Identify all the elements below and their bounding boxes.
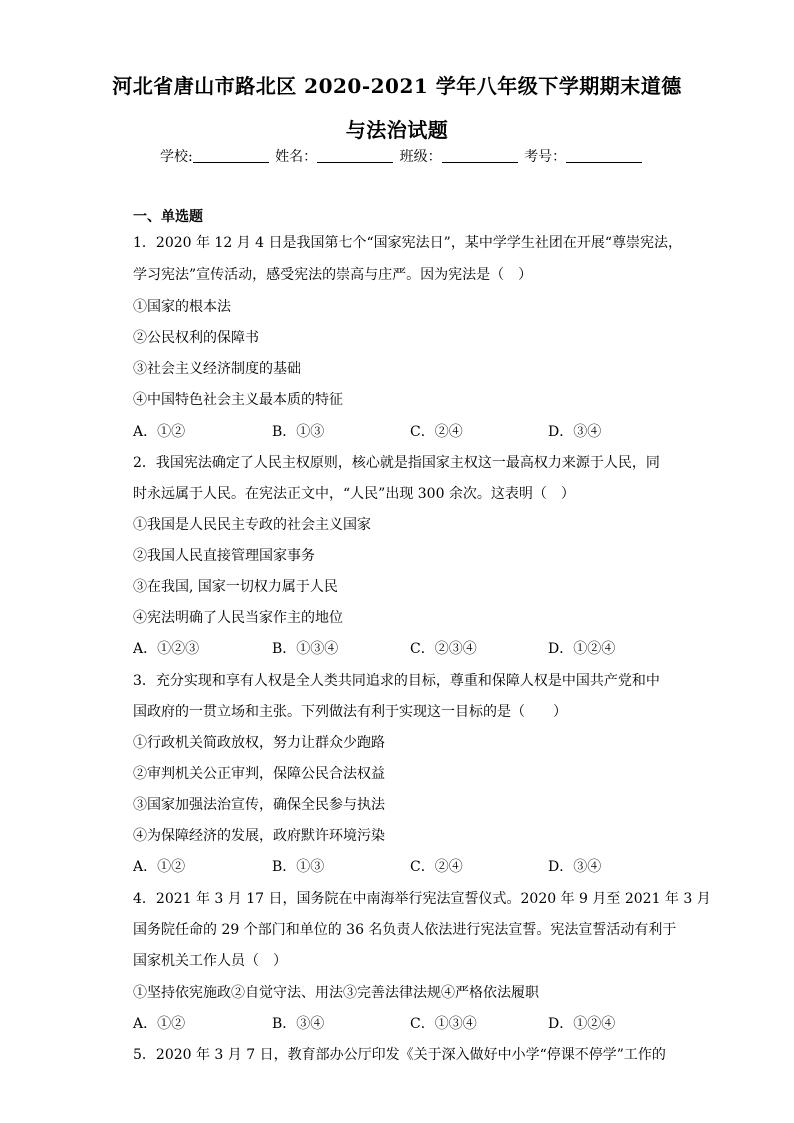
- question-stem: 3．充分实现和享有人权是全人类共同追求的目标，尊重和保障人权是中国共产党和中: [133, 673, 660, 689]
- student-info-row: [160, 146, 644, 166]
- question-item: ①我国是人民民主专政的社会主义国家: [133, 517, 371, 533]
- question-item: ②公民权利的保障书: [133, 330, 259, 346]
- question-item: ①坚持依宪施政②自觉守法、用法③完善法律法规④严格依法履职: [133, 985, 539, 1001]
- school-blank: [193, 148, 269, 163]
- question-stem: 学习宪法”宣传活动，感受宪法的崇高与庄严。因为宪法是（ ）: [133, 267, 533, 283]
- option-d: D．①②④: [548, 1016, 616, 1032]
- answer-options: [133, 421, 673, 441]
- question-item: ①国家的根本法: [133, 299, 231, 315]
- exam-title-line1: 河北省唐山市路北区 2020-2021 学年八年级下学期期末道德: [112, 74, 682, 98]
- option-a: A．①②: [133, 859, 186, 875]
- option-c: C．②③④: [410, 641, 477, 657]
- name-label: 姓名：: [275, 149, 318, 165]
- class-label: 班级：: [399, 149, 442, 165]
- question-item: ③社会主义经济制度的基础: [133, 361, 301, 377]
- question-stem: 1．2020 年 12 月 4 日是我国第七个“国家宪法日”，某中学学生社团在开展“尊崇宪法，: [133, 235, 682, 251]
- option-c: C．①③④: [410, 1016, 477, 1032]
- option-b: B．①③: [272, 859, 325, 875]
- question-stem: 4．2021 年 3 月 17 日，国务院在中南海举行宪法宣誓仪式。2020 年 9 月至 2021 年 3 月: [133, 891, 711, 907]
- option-d: D．①②④: [548, 641, 616, 657]
- answer-options: [133, 856, 673, 876]
- question-item: ③在我国, 国家一切权力属于人民: [133, 579, 338, 595]
- option-c: C．②④: [410, 859, 463, 875]
- question-stem: 国政府的一贯立场和主张。下列做法有利于实现这一目标的是（ ）: [133, 704, 567, 720]
- exam-number-label: 考号：: [524, 149, 567, 165]
- question-stem: 2．我国宪法确定了人民主权原则，核心就是指国家主权这一最高权力来源于人民，同: [133, 455, 660, 471]
- class-blank: [442, 148, 518, 163]
- section-title: 一、单选题: [133, 209, 203, 225]
- exam-number-blank: [566, 148, 642, 163]
- name-blank: [317, 148, 393, 163]
- exam-title-line2: 与法治试题: [345, 118, 449, 142]
- option-b: B．③④: [272, 1016, 325, 1032]
- answer-options: [133, 1013, 673, 1033]
- option-b: B．①③④: [272, 641, 339, 657]
- option-b: B．①③: [272, 424, 325, 440]
- question-item: ④宪法明确了人民当家作主的地位: [133, 610, 343, 626]
- question-stem: 5．2020 年 3 月 7 日，教育部办公厅印发《关于深入做好中小学“停课不停学”工作的: [133, 1047, 666, 1063]
- question-stem: 国家机关工作人员（ ）: [133, 953, 287, 969]
- question-item: ②我国人民直接管理国家事务: [133, 548, 315, 564]
- option-a: A．①②: [133, 1016, 186, 1032]
- question-stem: 国务院任命的 29 个部门和单位的 36 名负责人依法进行宪法宣誓。宪法宣誓活动有利于: [133, 922, 677, 938]
- school-label: 学校:: [160, 149, 193, 165]
- option-d: D．③④: [548, 859, 602, 875]
- question-item: ②审判机关公正审判，保障公民合法权益: [133, 766, 385, 782]
- option-d: D．③④: [548, 424, 602, 440]
- question-item: ③国家加强法治宣传，确保全民参与执法: [133, 797, 385, 813]
- option-a: A．①②③: [133, 641, 200, 657]
- option-a: A．①②: [133, 424, 186, 440]
- question-item: ④为保障经济的发展，政府默许环境污染: [133, 828, 385, 844]
- question-item: ④中国特色社会主义最本质的特征: [133, 392, 343, 408]
- option-c: C．②④: [410, 424, 463, 440]
- answer-options: [133, 638, 673, 658]
- question-item: ①行政机关简政放权，努力让群众少跑路: [133, 735, 385, 751]
- question-stem: 时永远属于人民。在宪法正文中，“人民”出现 300 余次。这表明（ ）: [133, 486, 575, 502]
